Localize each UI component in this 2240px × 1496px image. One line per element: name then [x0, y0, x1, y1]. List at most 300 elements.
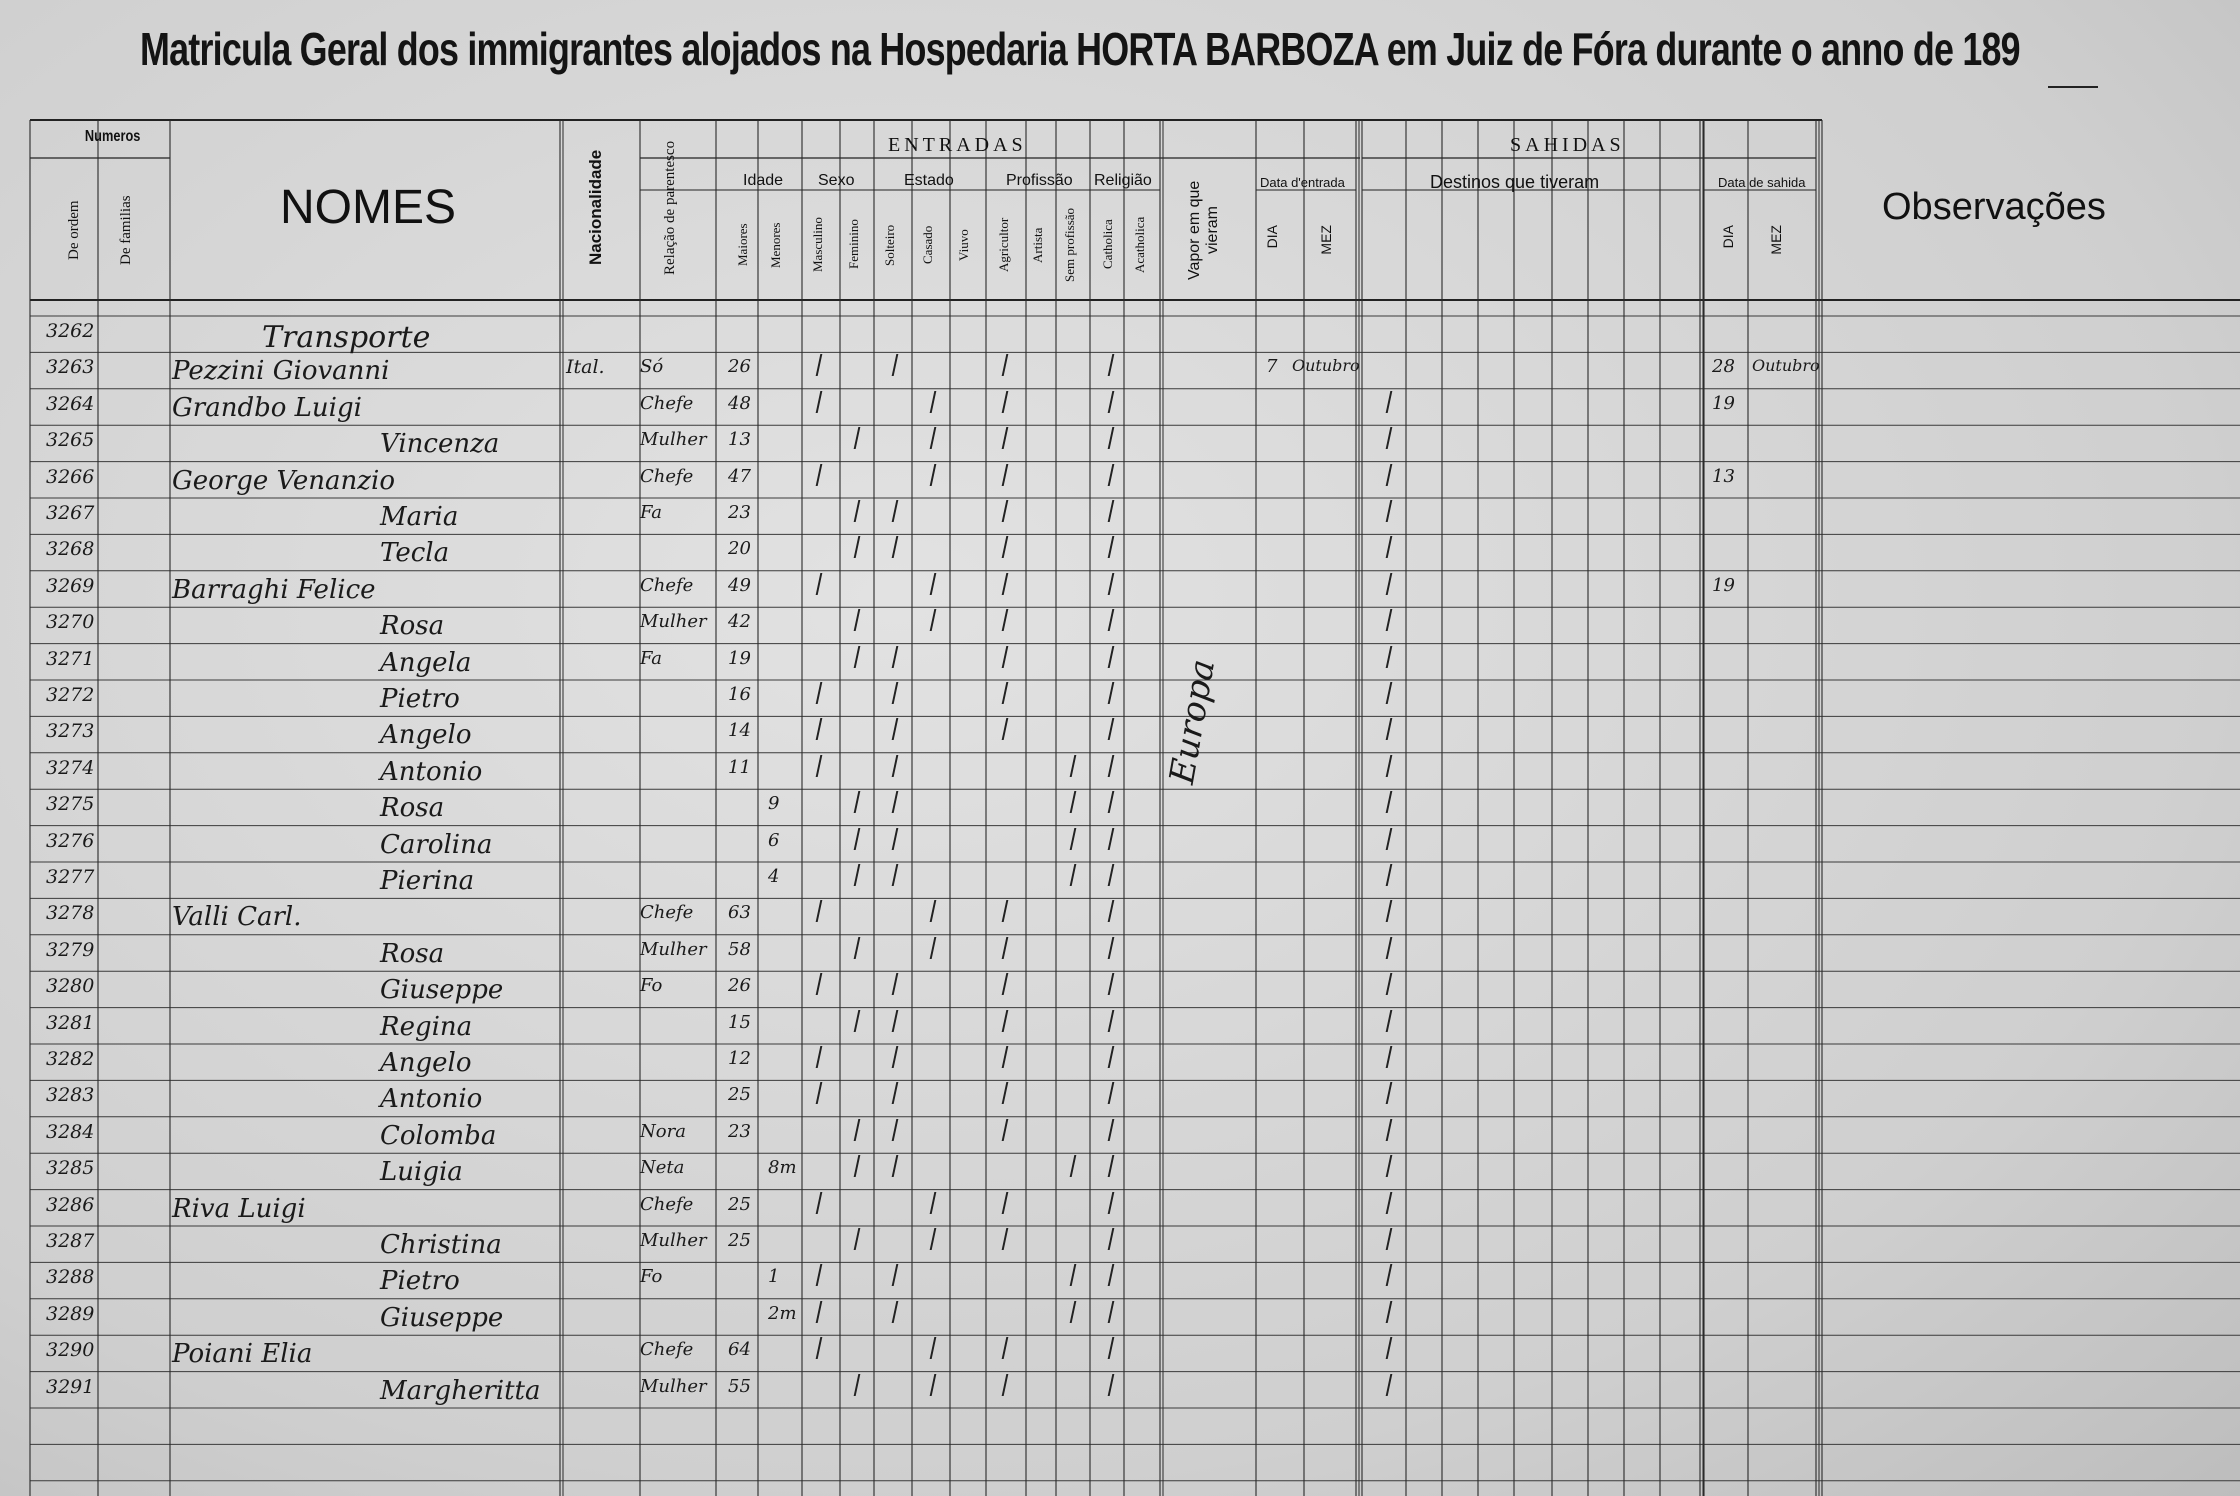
tick-mark	[892, 646, 901, 668]
destinos-header: Destinos que tiveram	[1430, 172, 1600, 192]
relacao-cell: Chefe	[640, 1339, 694, 1361]
tick-mark	[854, 828, 863, 850]
tick-mark	[892, 1119, 901, 1141]
tick-mark	[1002, 391, 1011, 413]
tick-mark	[854, 937, 863, 959]
tick-mark	[1108, 500, 1117, 522]
vapor-entry: Europa	[1162, 656, 1224, 787]
table-row	[0, 1226, 2240, 1262]
name-cell: Barraghi Felice	[172, 574, 376, 605]
profissao-header: Profissão	[1006, 172, 1073, 189]
table-row	[0, 753, 2240, 789]
name-cell: Valli Carl.	[172, 902, 302, 933]
tick-mark	[1002, 1374, 1011, 1396]
ordem-number: 3287	[46, 1230, 95, 1252]
entradas-header: ENTRADAS	[888, 134, 1027, 156]
tick-mark	[1108, 536, 1117, 558]
ordem-number: 3280	[46, 975, 95, 998]
tick-mark	[1108, 937, 1117, 959]
tick-mark	[1386, 573, 1395, 595]
table-row	[0, 1190, 2240, 1226]
tick-mark	[854, 1155, 863, 1177]
maiores-cell: 11	[728, 756, 751, 778]
tick-mark	[930, 900, 939, 922]
religiao-header: Religião	[1094, 172, 1152, 189]
maiores-cell: 14	[728, 720, 751, 742]
tick-mark	[1070, 755, 1079, 777]
tick-mark	[1002, 718, 1011, 740]
tick-mark	[892, 828, 901, 850]
tick-mark	[1070, 1155, 1079, 1177]
menores-cell: 4	[768, 866, 780, 887]
tick-mark	[892, 1046, 901, 1068]
tick-mark	[930, 937, 939, 959]
tick-mark	[1386, 1155, 1395, 1177]
tick-mark	[1002, 354, 1011, 376]
sem-profissao-header: Sem profissão	[1062, 207, 1077, 283]
maiores-cell: 25	[728, 1084, 751, 1106]
table-row	[0, 1372, 2240, 1408]
page-title: Matricula Geral dos immigrantes alojados na Hospedaria HORTA BARBOZA em Juiz de Fóra durante o anno de 189	[140, 23, 2020, 75]
tick-mark	[892, 1082, 901, 1104]
tick-mark	[1386, 536, 1395, 558]
tick-mark	[816, 1337, 825, 1359]
table-row	[0, 644, 2240, 680]
ordem-number: 3274	[46, 756, 95, 779]
table-row	[0, 789, 2240, 825]
name-cell: Colomba	[380, 1120, 497, 1151]
tick-mark	[816, 718, 825, 740]
tick-mark	[854, 864, 863, 886]
title-underline	[2048, 86, 2098, 88]
ordem-number: 3262	[46, 320, 95, 342]
tick-mark	[1108, 900, 1117, 922]
tick-mark	[1002, 937, 1011, 959]
dia-sahida-cell: 13	[1712, 465, 1735, 487]
table-row	[0, 352, 2240, 388]
ordem-number: 3266	[46, 465, 95, 488]
name-cell: Giuseppe	[380, 1302, 504, 1333]
tick-mark	[854, 1119, 863, 1141]
tick-mark	[1002, 973, 1011, 995]
ordem-number: 3269	[46, 574, 95, 597]
dia-entrada-header: DIA	[1264, 225, 1280, 249]
tick-mark	[930, 1337, 939, 1359]
ordem-number: 3281	[46, 1011, 95, 1034]
ordem-number: 3282	[46, 1048, 95, 1070]
tick-mark	[892, 755, 901, 777]
menores-cell: 1	[768, 1266, 780, 1288]
tick-mark	[1108, 1264, 1117, 1286]
idade-header: Idade	[743, 172, 784, 189]
maiores-cell: 16	[728, 684, 751, 705]
tick-mark	[892, 354, 901, 376]
ordem-number: 3285	[46, 1157, 95, 1180]
tick-mark	[1108, 1046, 1117, 1068]
maiores-cell: 55	[728, 1375, 751, 1397]
solteiro-header: Solteiro	[882, 224, 897, 266]
relacao-cell: Mulher	[640, 938, 707, 960]
tick-mark	[816, 755, 825, 777]
tick-mark	[816, 1192, 825, 1214]
relacao-cell: Neta	[640, 1157, 685, 1179]
tick-mark	[1386, 1337, 1395, 1359]
data-sahida-header: Data de sahida	[1718, 175, 1806, 190]
ordem-number: 3276	[46, 829, 95, 852]
tick-mark	[892, 864, 901, 886]
table-row	[0, 462, 2240, 498]
relacao-cell: Nora	[640, 1120, 686, 1142]
tick-mark	[1070, 791, 1079, 813]
ordem-number: 3268	[46, 538, 95, 561]
tick-mark	[1386, 1046, 1395, 1068]
maiores-cell: 23	[728, 502, 751, 523]
acatholica-header: Acatholica	[1132, 216, 1147, 274]
maiores-cell: 63	[728, 902, 751, 924]
tick-mark	[1108, 1301, 1117, 1323]
tick-mark	[1386, 1264, 1395, 1286]
maiores-cell: 25	[728, 1230, 751, 1251]
tick-mark	[1386, 1228, 1395, 1250]
menores-header: Menores	[768, 222, 783, 268]
data-entrada-header: Data d'entrada	[1260, 175, 1345, 190]
tick-mark	[892, 1264, 901, 1286]
name-cell: Riva Luigi	[172, 1193, 306, 1224]
maiores-cell: 12	[728, 1048, 751, 1069]
tick-mark	[1386, 864, 1395, 886]
tick-mark	[854, 500, 863, 522]
relacao-cell: Mulher	[640, 1230, 707, 1251]
tick-mark	[1002, 900, 1011, 922]
tick-mark	[1386, 646, 1395, 668]
maiores-cell: 48	[728, 392, 751, 414]
tick-mark	[930, 391, 939, 413]
ordem-number: 3273	[46, 720, 95, 743]
ordem-number: 3270	[46, 611, 95, 634]
vapor-header: Vapor em que vieram	[1186, 180, 1221, 280]
tick-mark	[1386, 609, 1395, 631]
tick-mark	[816, 1082, 825, 1104]
table-row	[0, 607, 2240, 643]
tick-mark	[930, 573, 939, 595]
dia-entrada-cell: 7	[1266, 356, 1278, 378]
table-row	[0, 862, 2240, 898]
name-cell: Rosa	[380, 611, 445, 642]
tick-mark	[1070, 1301, 1079, 1323]
tick-mark	[1386, 1301, 1395, 1323]
tick-mark	[1108, 1228, 1117, 1250]
tick-mark	[1070, 864, 1079, 886]
name-cell: Luigia	[380, 1157, 463, 1188]
tick-mark	[892, 500, 901, 522]
tick-mark	[1108, 1155, 1117, 1177]
tick-mark	[816, 391, 825, 413]
catholica-header: Catholica	[1100, 219, 1115, 270]
menores-cell: 8m	[768, 1157, 797, 1179]
sahidas-header: SAHIDAS	[1510, 134, 1625, 156]
tick-mark	[1386, 682, 1395, 704]
table-row	[0, 1299, 2240, 1335]
name-cell: Angelo	[380, 720, 472, 751]
maiores-header: Maiores	[735, 223, 750, 267]
tick-mark	[1386, 1119, 1395, 1141]
relacao-cell: Chefe	[640, 1193, 694, 1215]
table-row	[0, 935, 2240, 971]
sexo-header: Sexo	[818, 172, 855, 189]
name-cell: Transporte	[262, 320, 431, 355]
tick-mark	[1386, 427, 1395, 449]
tick-mark	[1108, 755, 1117, 777]
tick-mark	[1108, 973, 1117, 995]
tick-mark	[1386, 828, 1395, 850]
relacao-cell: Mulher	[640, 429, 707, 451]
table-row	[0, 826, 2240, 862]
tick-mark	[1002, 1228, 1011, 1250]
table-row	[0, 389, 2240, 425]
tick-mark	[1108, 1192, 1117, 1214]
ordem-number: 3279	[46, 938, 95, 961]
table-row	[0, 716, 2240, 752]
tick-mark	[1002, 1082, 1011, 1104]
name-cell: Maria	[380, 502, 459, 532]
maiores-cell: 26	[728, 975, 751, 997]
table-row	[0, 498, 2240, 534]
maiores-cell: 47	[728, 465, 751, 487]
maiores-cell: 13	[728, 429, 751, 451]
ordem-number: 3289	[46, 1302, 95, 1325]
tick-mark	[1002, 1046, 1011, 1068]
relacao-cell: Chefe	[640, 392, 694, 414]
ordem-number: 3271	[46, 647, 95, 670]
ordem-number: 3284	[46, 1120, 95, 1143]
tick-mark	[854, 609, 863, 631]
maiores-cell: 20	[728, 538, 751, 560]
table-row	[0, 534, 2240, 570]
mez-entrada-header: MEZ	[1318, 225, 1334, 255]
tick-mark	[1386, 1374, 1395, 1396]
tick-mark	[1386, 973, 1395, 995]
de-familias-header: De familias	[118, 195, 134, 265]
tick-mark	[854, 536, 863, 558]
tick-mark	[1386, 1192, 1395, 1214]
menores-cell: 2m	[768, 1302, 797, 1324]
tick-mark	[1108, 1119, 1117, 1141]
table-row	[0, 898, 2240, 934]
name-cell: Giuseppe	[380, 975, 504, 1006]
relacao-cell: Fa	[640, 502, 662, 523]
tick-mark	[1002, 1010, 1011, 1032]
observacoes-header: Observações	[1882, 186, 2106, 228]
table-row	[0, 425, 2240, 461]
tick-mark	[930, 464, 939, 486]
tick-mark	[892, 1010, 901, 1032]
table-row	[0, 1335, 2240, 1371]
name-cell: Rosa	[380, 793, 445, 824]
tick-mark	[1386, 755, 1395, 777]
tick-mark	[1002, 427, 1011, 449]
ordem-number: 3272	[46, 684, 95, 706]
dia-sahida-cell: 19	[1712, 392, 1735, 414]
tick-mark	[1108, 791, 1117, 813]
relacao-cell: Chefe	[640, 902, 694, 924]
ordem-number: 3288	[46, 1266, 95, 1289]
tick-mark	[1002, 609, 1011, 631]
ordem-number: 3283	[46, 1084, 95, 1107]
tick-mark	[930, 609, 939, 631]
table-row	[0, 971, 2240, 1007]
tick-mark	[1108, 354, 1117, 376]
relacao-cell: Mulher	[640, 611, 707, 633]
tick-mark	[816, 682, 825, 704]
ordem-number: 3291	[46, 1375, 95, 1398]
tick-mark	[892, 791, 901, 813]
tick-mark	[1108, 609, 1117, 631]
relacao-header: Relação de parentesco	[662, 140, 678, 275]
tick-mark	[1386, 1010, 1395, 1032]
name-cell: Poiani Elia	[172, 1339, 313, 1370]
ordem-number: 3286	[46, 1193, 95, 1216]
tick-mark	[1386, 791, 1395, 813]
tick-mark	[892, 682, 901, 704]
tick-mark	[1070, 1264, 1079, 1286]
tick-mark	[1386, 937, 1395, 959]
agricultor-header: Agricultor	[996, 217, 1011, 272]
maiores-cell: 23	[728, 1120, 751, 1142]
menores-cell: 6	[768, 829, 780, 851]
name-cell: Vincenza	[380, 429, 500, 460]
tick-mark	[1386, 500, 1395, 522]
ordem-number: 3278	[46, 902, 95, 925]
tick-mark	[1108, 1082, 1117, 1104]
tick-mark	[1108, 864, 1117, 886]
relacao-cell: Fo	[640, 1266, 663, 1288]
tick-mark	[892, 973, 901, 995]
maiores-cell: 42	[728, 611, 751, 633]
tick-mark	[816, 1301, 825, 1323]
tick-mark	[930, 1192, 939, 1214]
tick-mark	[1108, 1010, 1117, 1032]
tick-mark	[1108, 828, 1117, 850]
tick-mark	[1386, 391, 1395, 413]
mez-entrada-cell: Outubro	[1292, 356, 1360, 376]
tick-mark	[1108, 682, 1117, 704]
table-row	[0, 1153, 2240, 1189]
name-cell: Pezzini Giovanni	[172, 356, 390, 387]
table-row	[0, 1008, 2240, 1044]
name-cell: Rosa	[380, 938, 445, 969]
relacao-cell: Só	[640, 356, 664, 378]
ordem-number: 3290	[46, 1339, 95, 1362]
name-cell: Pietro	[380, 684, 460, 714]
tick-mark	[1108, 573, 1117, 595]
tick-mark	[1002, 536, 1011, 558]
ordem-number: 3263	[46, 356, 95, 379]
table-row	[0, 1117, 2240, 1153]
tick-mark	[1002, 573, 1011, 595]
tick-mark	[1002, 500, 1011, 522]
maiores-cell: 25	[728, 1193, 751, 1215]
name-cell: George Venanzio	[172, 465, 395, 496]
dia-sahida-cell: 19	[1712, 574, 1735, 596]
tick-mark	[1108, 464, 1117, 486]
tick-mark	[1002, 464, 1011, 486]
tick-mark	[854, 1228, 863, 1250]
maiores-cell: 49	[728, 574, 751, 596]
tick-mark	[1070, 828, 1079, 850]
tick-mark	[1108, 391, 1117, 413]
maiores-cell: 26	[728, 356, 751, 378]
tick-mark	[930, 1374, 939, 1396]
name-cell: Margheritta	[380, 1375, 541, 1406]
tick-mark	[1002, 1192, 1011, 1214]
maiores-cell: 64	[728, 1339, 751, 1361]
feminino-header: Feminino	[846, 219, 861, 270]
tick-mark	[1386, 718, 1395, 740]
masculino-header: Masculino	[810, 217, 825, 272]
tick-mark	[1386, 1082, 1395, 1104]
tick-mark	[854, 646, 863, 668]
tick-mark	[892, 536, 901, 558]
tick-mark	[1108, 718, 1117, 740]
ordem-number: 3265	[46, 429, 95, 452]
tick-mark	[816, 354, 825, 376]
name-cell: Carolina	[380, 829, 493, 860]
name-cell: Pietro	[380, 1266, 460, 1297]
nacionalidade-header: Nacionalidade	[586, 149, 605, 265]
tick-mark	[1108, 427, 1117, 449]
tick-mark	[1386, 464, 1395, 486]
tick-mark	[892, 1301, 901, 1323]
tick-mark	[1108, 646, 1117, 668]
nomes-header: NOMES	[280, 181, 457, 234]
relacao-cell: Chefe	[640, 574, 694, 596]
table-row	[0, 1080, 2240, 1116]
maiores-cell: 15	[728, 1011, 751, 1033]
table-row	[0, 571, 2240, 607]
tick-mark	[1002, 1119, 1011, 1141]
tick-mark	[816, 973, 825, 995]
table-row	[0, 316, 2240, 355]
tick-mark	[854, 791, 863, 813]
tick-mark	[816, 1046, 825, 1068]
maiores-cell: 58	[728, 938, 751, 960]
casado-header: Casado	[920, 225, 935, 265]
numeros-header: Numeros	[84, 128, 141, 145]
de-ordem-header: De ordem	[66, 200, 82, 260]
tick-mark	[854, 1010, 863, 1032]
tick-mark	[816, 900, 825, 922]
tick-mark	[892, 718, 901, 740]
tick-mark	[816, 464, 825, 486]
mez-sahida-header: MEZ	[1768, 225, 1784, 255]
maiores-cell: 19	[728, 647, 751, 669]
name-cell: Antonio	[380, 756, 483, 787]
tick-mark	[816, 573, 825, 595]
ordem-number: 3277	[46, 866, 95, 888]
name-cell: Antonio	[380, 1084, 483, 1115]
estado-header: Estado	[904, 172, 954, 189]
menores-cell: 9	[768, 793, 780, 815]
tick-mark	[1386, 900, 1395, 922]
tick-mark	[1002, 1337, 1011, 1359]
name-cell: Angela	[380, 647, 472, 678]
tick-mark	[854, 427, 863, 449]
relacao-cell: Mulher	[640, 1375, 707, 1397]
mez-sahida-cell: Outubro	[1752, 356, 1820, 376]
table-row	[0, 1044, 2240, 1080]
table-row	[0, 1262, 2240, 1298]
ordem-number: 3264	[46, 392, 95, 415]
